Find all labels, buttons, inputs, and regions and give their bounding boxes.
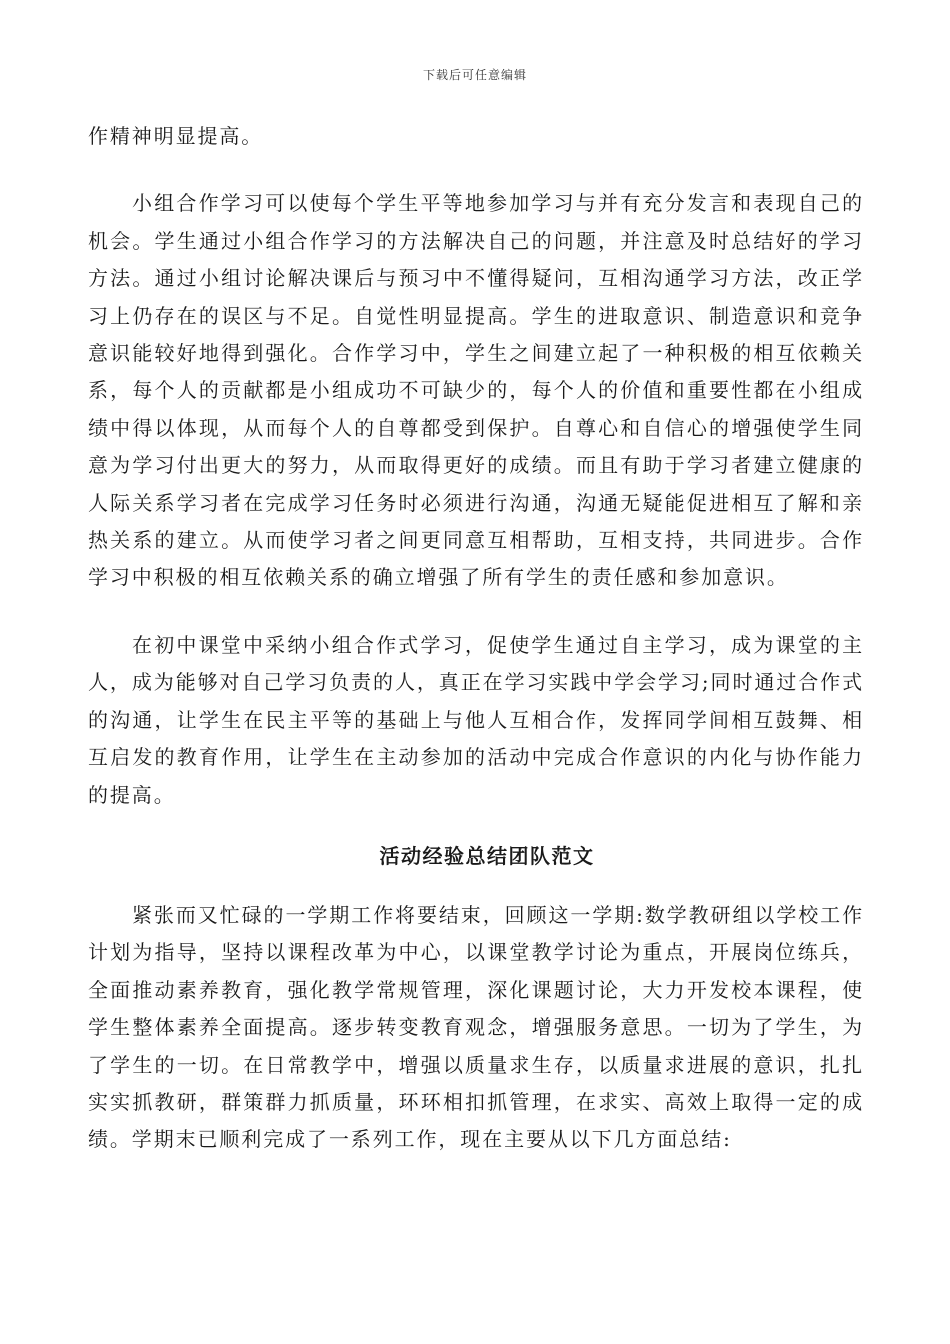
document-body [88, 118, 864, 1159]
paragraph-spacer [88, 814, 864, 838]
paragraph-cooperative-learning: 小组合作学习可以使每个学生平等地参加学习与并有充分发言和表现自己的机会。学生通过小组合作学习的方法解决自己的问题，并注意及时总结好的学习方法。通过小组讨论解决课后与预习中不懂得疑问，互相沟通学习方法，改正学习上仍存在的误区与不足。自觉性明显提高。学生的进取意识、制造意识和竞争意识能较好地得到强化。合作学习中，学生之间建立起了一种积极的相互依赖关系，每个人的贡献都是小组成功不可缺少的，每个人的价值和重要性都在小组成绩中得以体现，从而每个人的自尊都受到保护。自尊心和自信心的增强使学生同意为学习付出更大的努力，从而取得更好的成绩。而且有助于学习者建立健康的人际关系学习者在完成学习任务时必须进行沟通，沟通无疑能促进相互了解和亲热关系的建立。从而使学习者之间更同意互相帮助，互相支持，共同进步。合作学习中积极的相互依赖关系的确立增强了所有学生的责任感和参加意识。 [88, 191, 864, 590]
paragraph-spacer [88, 875, 864, 897]
paragraph-spacer [88, 597, 864, 627]
paragraph-spacer [88, 155, 864, 185]
page-header-note: 下载后可任意编辑 [422, 68, 527, 82]
paragraph-classroom-adoption: 在初中课堂中采纳小组合作式学习，促使学生通过自主学习，成为课堂的主人，成为能够对自己学习负责的人，真正在学习实践中学会学习;同时通过合作式的沟通，让学生在民主平等的基础上与他人互相合作，发挥同学间相互鼓舞、相互启发的教育作用，让学生在主动参加的活动中完成合作意识的内化与协作能力的提高。 [88, 632, 864, 807]
paragraph-semester-summary: 紧张而又忙碌的一学期工作将要结束，回顾这一学期:数学教研组以学校工作计划为指导，坚持以课程改革为中心，以课堂教学讨论为重点，开展岗位练兵，全面推动素养教育，强化教学常规管理，深化课题讨论，大力开发校本课程，使学生整体素养全面提高。逐步转变教育观念，增强服务意思。一切为了学生，为了学生的一切。在日常教学中，增强以质量求生存，以质量求进展的意识，扎扎实实抓教研，群策群力抓质量，环环相扣抓管理，在求实、高效上取得一定的成绩。学期末已顺利完成了一系列工作，现在主要从以下几方面总结: [88, 902, 864, 1152]
continuation-text: 作精神明显提高。 [88, 124, 264, 148]
section-title: 活动经验总结团队范文 [379, 843, 595, 868]
